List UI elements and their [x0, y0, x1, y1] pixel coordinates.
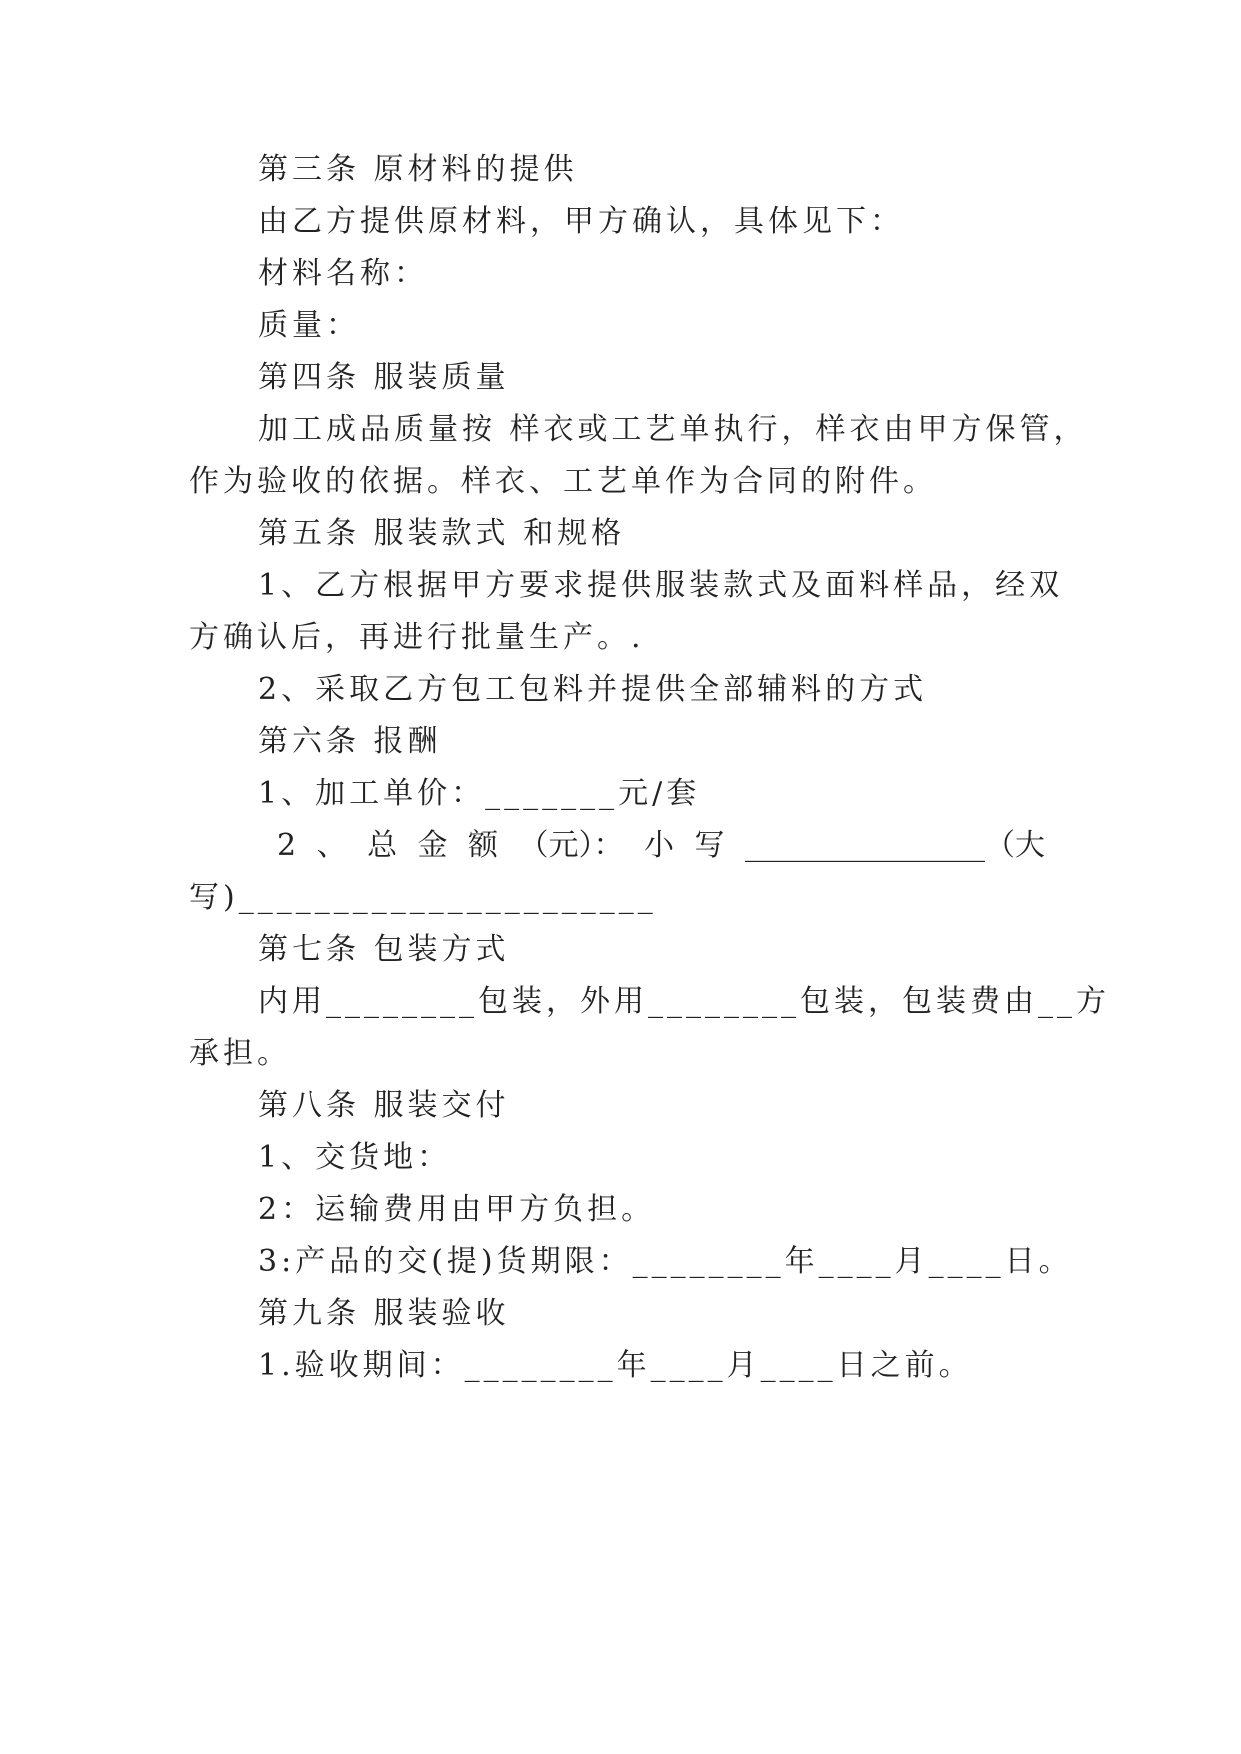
total-amount-part: （元）：	[518, 828, 624, 863]
total-amount-part: 2	[277, 828, 297, 863]
total-amount-part: ________________（大	[744, 828, 1045, 863]
article-3-heading: 第三条 原材料的提供	[258, 152, 578, 187]
packaging-line-continued: 承担。	[189, 1036, 291, 1071]
article-9-heading: 第九条 服装验收	[258, 1296, 510, 1331]
article-5-item-2: 2、采取乙方包工包料并提供全部辅料的方式	[258, 672, 928, 707]
unit-price-line: 1、加工单价：_______元/套	[258, 776, 701, 811]
transport-fee-line: 2：运输费用由甲方负担。	[258, 1192, 656, 1227]
article-4-text-continued: 作为验收的依据。样衣、工艺单作为合同的附件。	[189, 464, 937, 499]
article-4-text: 加工成品质量按 样衣或工艺单执行，样衣由甲方保管，	[258, 412, 1088, 447]
total-amount-line	[277, 826, 1045, 866]
article-5-item-1: 1、乙方根据甲方要求提供服装款式及面料样品，经双	[258, 568, 1064, 603]
quality-line: 质量：	[258, 308, 360, 343]
article-6-heading: 第六条 报酬	[258, 724, 442, 759]
total-amount-part: 金	[417, 828, 448, 863]
total-amount-part: 小	[644, 828, 674, 863]
total-amount-part: 总	[367, 828, 398, 863]
acceptance-period-line: 1.验收期间：________年____月____日之前。	[258, 1348, 973, 1383]
packaging-line: 内用________包装，外用________包装，包装费由__方	[258, 984, 1110, 1019]
article-8-heading: 第八条 服装交付	[258, 1088, 510, 1123]
total-amount-part: 、	[316, 828, 347, 863]
material-name-line: 材料名称：	[258, 256, 428, 291]
article-7-heading: 第七条 包装方式	[258, 932, 510, 967]
total-amount-part: 写	[694, 828, 725, 863]
total-amount-line-continued: 写)______________________	[189, 880, 657, 915]
article-5-heading: 第五条 服装款式 和规格	[258, 516, 626, 551]
article-5-item-1-continued: 方确认后，再进行批量生产。.	[189, 620, 645, 655]
delivery-deadline-line: 3:产品的交(提)货期限：________年____月____日。	[258, 1244, 1073, 1279]
article-3-text: 由乙方提供原材料，甲方确认，具体见下：	[258, 204, 904, 239]
article-4-heading: 第四条 服装质量	[258, 360, 510, 395]
delivery-place-line: 1、交货地：	[258, 1140, 452, 1175]
total-amount-part: 额	[468, 828, 499, 863]
